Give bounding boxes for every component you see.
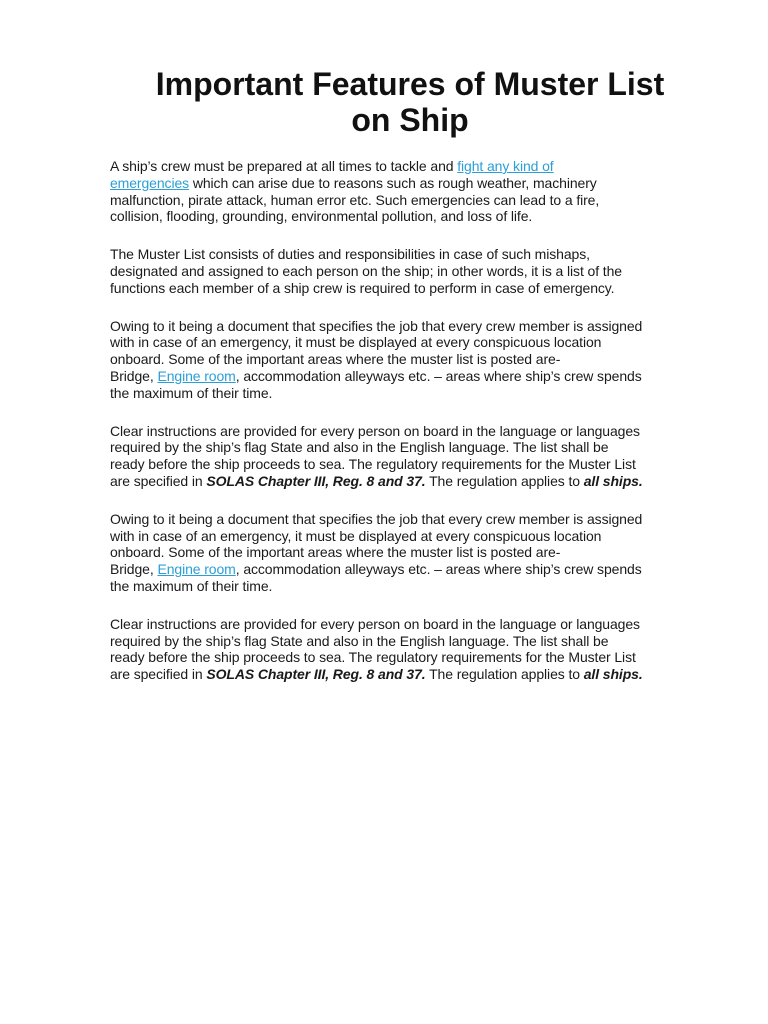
text: Owing to it being a document that specifies the job that every crew member is assigned: [110, 510, 643, 527]
text: The regulation applies to: [425, 666, 584, 683]
text: , accommodation alleyways etc. – areas where ship’s crew spends: [235, 561, 642, 578]
text: onboard. Some of the important areas where the muster list is posted are-: [110, 544, 561, 561]
text: The regulation applies to: [425, 472, 584, 489]
link-text: emergencies: [110, 174, 190, 191]
document-body: [110, 158, 722, 704]
paragraph-regulations: [110, 423, 722, 490]
text: .: [638, 666, 643, 683]
paragraph-display-locations-repeat: [110, 511, 722, 595]
text: required by the ship’s flag State and also in the English language. The list shall be: [110, 632, 609, 649]
text: Clear instructions are provided for every person on board in the language or languages: [110, 615, 640, 632]
text: are specified in: [110, 472, 207, 489]
text: Bridge,: [110, 561, 158, 578]
title-line-1: Important Features of Muster List: [155, 66, 665, 102]
text: Owing to it being a document that specifies the job that every crew member is assigned: [110, 317, 643, 334]
text: The Muster List consists of duties and responsibilities in case of such mishaps,: [110, 246, 590, 263]
all-ships-emphasis: all ships: [583, 472, 639, 489]
text: .: [638, 472, 643, 489]
engine-room-link[interactable]: Engine room: [157, 561, 236, 578]
text: , accommodation alleyways etc. – areas where ship’s crew spends: [235, 367, 642, 384]
page-title: [110, 66, 710, 138]
all-ships-emphasis: all ships: [583, 666, 639, 683]
paragraph-intro: [110, 158, 722, 225]
text: A ship’s crew must be prepared at all times to tackle and: [110, 158, 458, 174]
text: designated and assigned to each person on the ship; in other words, it is a list of the: [110, 262, 622, 279]
text: with in case of an emergency, it must be displayed at every conspicuous location: [110, 334, 602, 351]
text: ready before the ship proceeds to sea. The regulatory requirements for the Muster List: [110, 456, 636, 473]
title-line-2: on Ship: [351, 102, 469, 138]
text: the maximum of their time.: [110, 384, 273, 401]
solas-reference: SOLAS Chapter III, Reg. 8 and 37.: [206, 666, 426, 683]
text: with in case of an emergency, it must be displayed at every conspicuous location: [110, 527, 602, 544]
text: malfunction, pirate attack, human error etc. Such emergencies can lead to a fire,: [110, 191, 600, 208]
paragraph-definition: [110, 246, 722, 296]
text: functions each member of a ship crew is required to perform in case of emergency.: [110, 279, 615, 296]
text: Bridge,: [110, 367, 158, 384]
text: required by the ship’s flag State and also in the English language. The list shall be: [110, 439, 609, 456]
text: the maximum of their time.: [110, 577, 273, 594]
engine-room-link[interactable]: Engine room: [157, 367, 236, 384]
paragraph-display-locations: [110, 318, 722, 402]
text: onboard. Some of the important areas where the muster list is posted are-: [110, 351, 561, 368]
paragraph-regulations-repeat: [110, 616, 722, 683]
text: ready before the ship proceeds to sea. The regulatory requirements for the Muster List: [110, 649, 636, 666]
link-text: fight any kind of: [457, 158, 554, 174]
text: collision, flooding, grounding, environmental pollution, and loss of life.: [110, 208, 533, 225]
solas-reference: SOLAS Chapter III, Reg. 8 and 37.: [206, 472, 426, 489]
text: which can arise due to reasons such as rough weather, machinery: [189, 174, 597, 191]
text: are specified in: [110, 666, 207, 683]
text: Clear instructions are provided for every person on board in the language or languages: [110, 422, 640, 439]
